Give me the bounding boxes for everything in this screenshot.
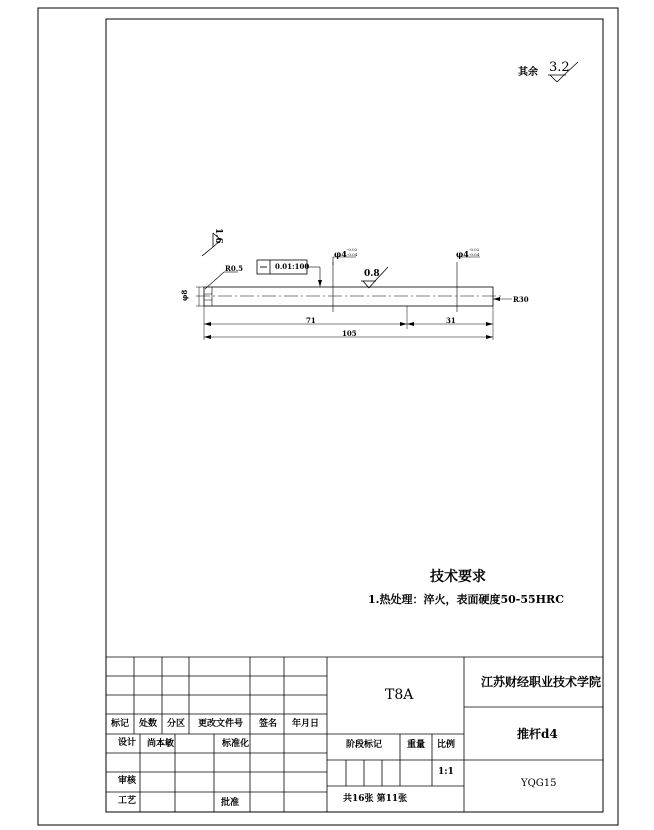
material-label: T8A bbox=[385, 687, 414, 703]
end-label-right: R30 bbox=[513, 295, 529, 304]
tolerance-2-lower: -0.04 bbox=[469, 252, 480, 257]
row-approve-label: 批准 bbox=[221, 798, 240, 808]
dim-left-segment: 71 bbox=[306, 316, 316, 325]
outer-border bbox=[38, 8, 618, 825]
dim-total: 105 bbox=[342, 329, 357, 338]
flatness-frame-value: 0.01:100 bbox=[275, 262, 310, 271]
part-name: 推杆d4 bbox=[517, 727, 558, 741]
col-header-signature: 签名 bbox=[259, 719, 278, 729]
stage-mark-label: 阶段标记 bbox=[346, 740, 383, 750]
company-name: 江苏财经职业技术学院 bbox=[481, 675, 602, 689]
tolerance-1-lower: -0.04 bbox=[347, 252, 358, 257]
sheet-info: 共16张 第11张 bbox=[343, 794, 408, 804]
tech-req-line-1: 1.热处理：淬火，表面硬度50-55HRC bbox=[368, 593, 564, 606]
tolerance-1-upper: -0.02 bbox=[347, 247, 358, 252]
col-header-mark: 标记 bbox=[111, 719, 130, 729]
col-header-zone: 分区 bbox=[167, 719, 186, 729]
row-design-standardization: 标准化 bbox=[222, 739, 250, 749]
row-design-name: 尚本敏 bbox=[147, 739, 175, 749]
scale-value: 1:1 bbox=[438, 767, 454, 777]
general-roughness-label: 其余 bbox=[518, 67, 538, 78]
height-label-left: φ8 bbox=[180, 289, 189, 301]
tech-req-title: 技术要求 bbox=[430, 569, 486, 585]
col-header-count: 处数 bbox=[139, 719, 158, 729]
drawing-number: YQG15 bbox=[521, 778, 557, 789]
col-header-date: 年月日 bbox=[292, 719, 320, 729]
inner-border bbox=[106, 19, 603, 812]
col-header-change-doc: 更改文件号 bbox=[198, 719, 244, 729]
general-roughness-value: 3.2 bbox=[549, 60, 570, 75]
chamfer-left-label: R0.5 bbox=[225, 264, 243, 273]
weight-label: 重量 bbox=[407, 740, 426, 750]
dim-right-segment: 31 bbox=[446, 316, 456, 325]
diameter-mark-1: φ4 bbox=[334, 249, 347, 259]
roughness-mid-label: 0.8 bbox=[364, 269, 380, 279]
roughness-left-label: 1.6 bbox=[213, 228, 223, 244]
row-design-label: 设计 bbox=[118, 738, 137, 748]
row-review-label: 审核 bbox=[118, 776, 137, 786]
scale-label: 比例 bbox=[437, 740, 456, 750]
diameter-mark-2: φ4 bbox=[456, 249, 469, 259]
tolerance-2-upper: -0.02 bbox=[469, 247, 480, 252]
row-process-label: 工艺 bbox=[118, 796, 137, 806]
